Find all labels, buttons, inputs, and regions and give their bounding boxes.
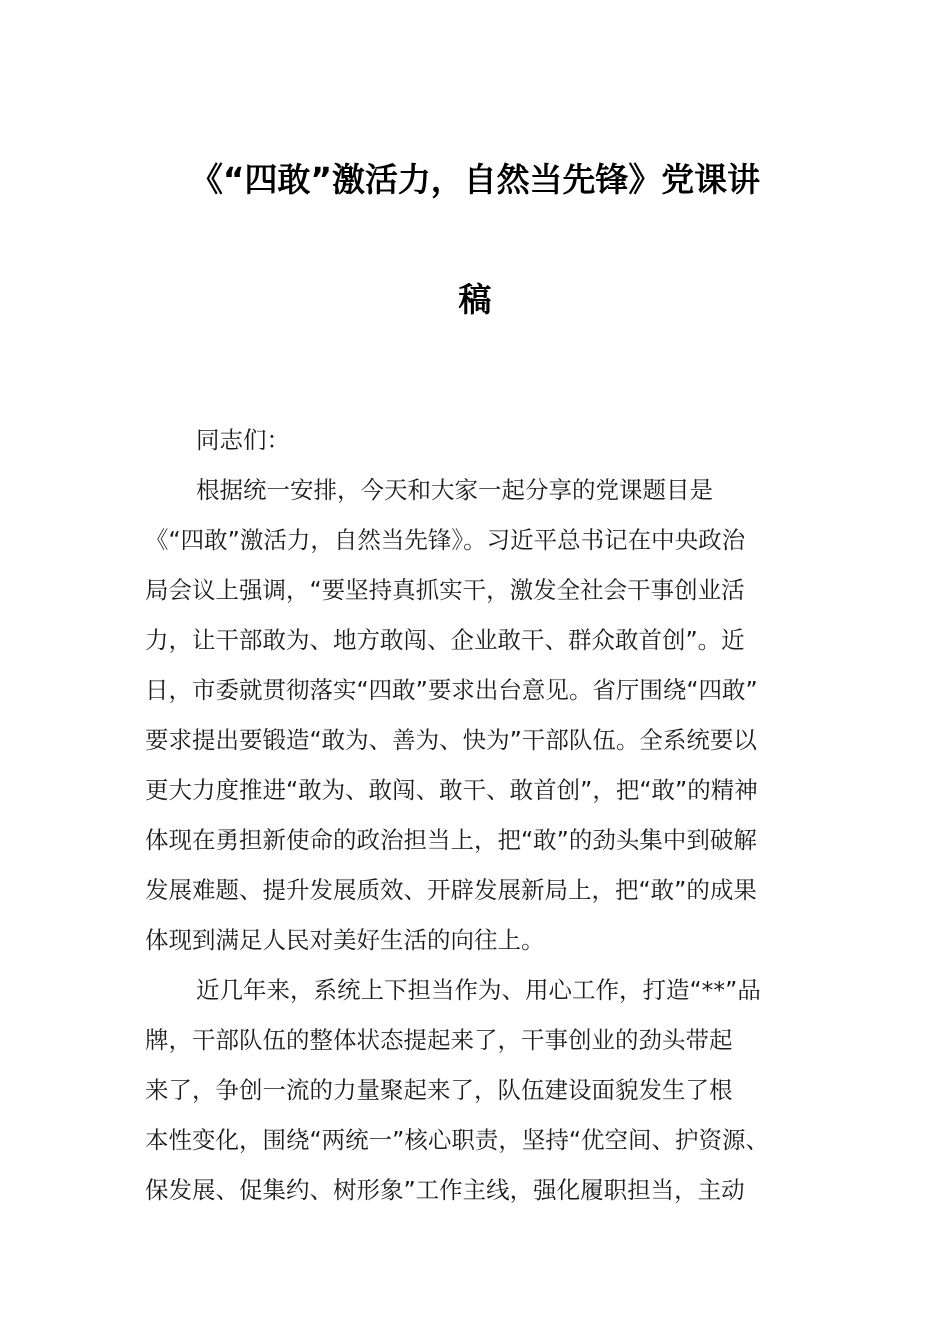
body-line: 更大力度推进“敢为、敢闯、敢干、敢首创”，把“敢”的精神: [145, 776, 758, 804]
body-line: 体现在勇担新使命的政治担当上，把“敢”的劲头集中到破解: [145, 826, 757, 854]
document-title-line-1: 《“四敢”激活力，自然当先锋》党课讲: [189, 160, 761, 199]
document-title-line-2: 稿: [458, 280, 492, 319]
body-line: 局会议上强调，“要坚持真抓实干，激发全社会干事创业活: [145, 576, 745, 604]
body-line: 根据统一安排，今天和大家一起分享的党课题目是: [196, 476, 713, 504]
body-line: 日，市委就贯彻落实“四敢”要求出台意见。省厅围绕“四敢”: [145, 676, 758, 704]
body-line: 牌，干部队伍的整体状态提起来了，干事创业的劲头带起: [145, 1026, 733, 1054]
body-line: 本性变化，围绕“两统一”核心职责，坚持“优空间、护资源、: [145, 1126, 770, 1154]
body-line: 近几年来，系统上下担当作为、用心工作，打造“**”品: [196, 976, 761, 1004]
body-line: 来了，争创一流的力量聚起来了，队伍建设面貌发生了根: [145, 1076, 733, 1104]
body-line: 要求提出要锻造“敢为、善为、快为”干部队伍。全系统要以: [145, 726, 757, 754]
body-line: 保发展、促集约、树形象”工作主线，强化履职担当，主动: [145, 1176, 745, 1204]
salutation: 同志们：: [196, 426, 290, 454]
body-line: 发展难题、提升发展质效、开辟发展新局上，把“敢”的成果: [145, 876, 757, 904]
body-line: 力，让干部敢为、地方敢闯、企业敢干、群众敢首创”。近: [145, 626, 745, 654]
body-line: 体现到满足人民对美好生活的向往上。: [145, 926, 545, 954]
body-line: 《“四敢”激活力，自然当先锋》。习近平总书记在中央政治: [145, 526, 746, 554]
